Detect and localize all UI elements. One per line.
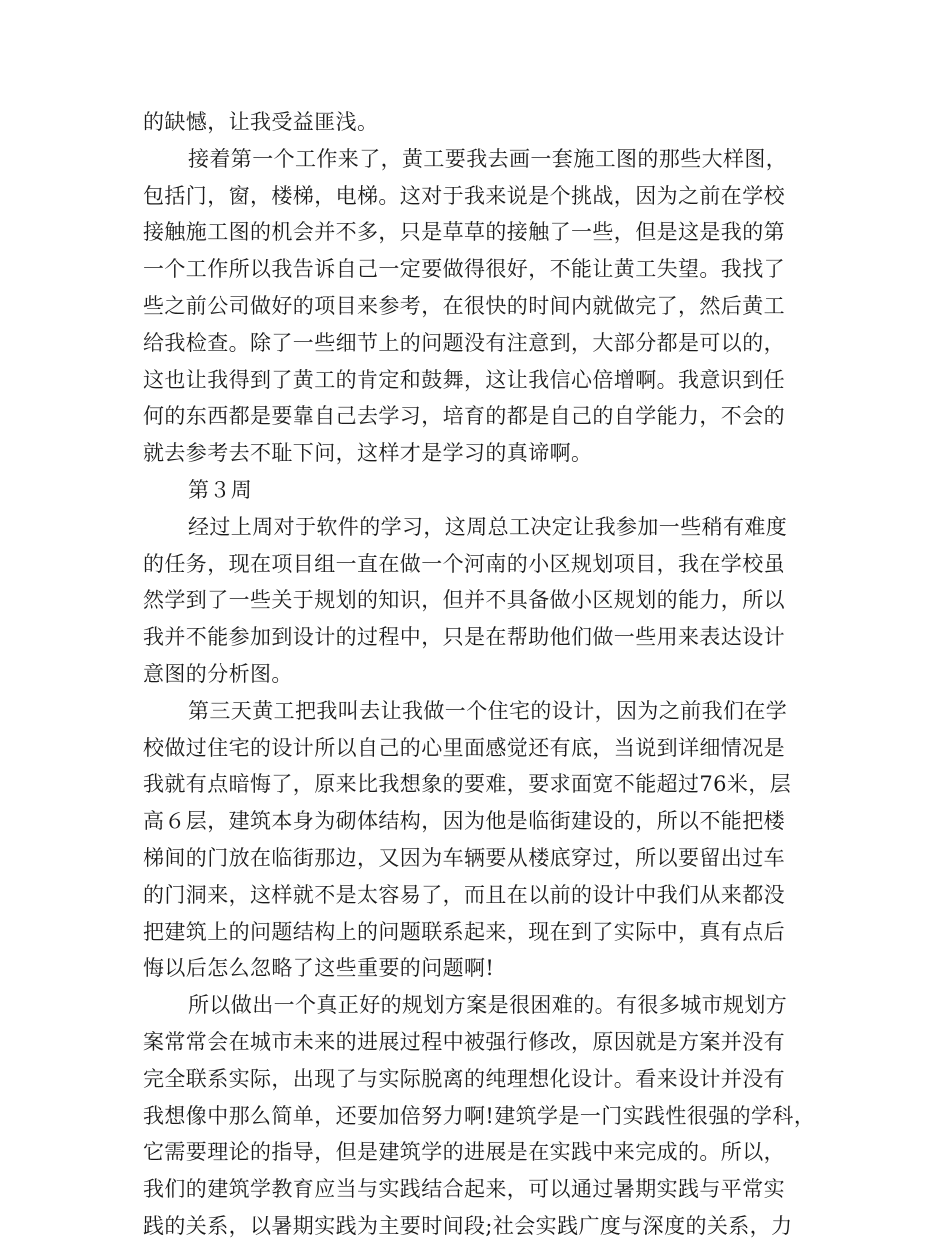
text-line: 的门洞来，这样就不是太容易了，而且在以前的设计中我们从来都没: [143, 882, 785, 907]
text-line: 些之前公司做好的项目来参考，在很快的时间内就做完了，然后黄工: [143, 293, 785, 318]
text-line: 我并不能参加到设计的过程中，只是在帮助他们做一些用来表达设计: [143, 625, 785, 650]
text-line: 把建筑上的问题结构上的问题联系起来，现在到了实际中，真有点后: [143, 919, 785, 944]
document-body: [143, 104, 816, 1245]
text-line: 的缺憾，让我受益匪浅。: [143, 110, 379, 134]
text-line: 的任务，现在项目组一直在做一个河南的小区规划项目，我在学校虽: [143, 551, 785, 576]
text-line: 然学到了一些关于规划的知识，但并不具备做小区规划的能力，所以: [143, 588, 785, 613]
paragraph-start-line: 经过上周对于软件的学习，这周总工决定让我参加一些稍有难度: [188, 514, 788, 539]
paragraph-start-line: 接着第一个工作来了，黄工要我去画一套施工图的那些大样图，: [188, 146, 788, 171]
text-line: 何的东西都是要靠自己去学习，培育的都是自己的自学能力，不会的: [143, 404, 785, 429]
text-line: 案常常会在城市未来的进展过程中被强行修改，原因就是方案并没有: [143, 1029, 785, 1054]
text-line: 梯间的门放在临街那边，又因为车辆要从楼底穿过，所以要留出过车: [143, 845, 785, 870]
text-line: 我就有点暗悔了，原来比我想象的要难，要求面宽不能超过76米，层: [143, 772, 792, 797]
text-line: 它需要理论的指导，但是建筑学的进展是在实践中来完成的。所以，: [143, 1140, 785, 1165]
text-line: 这也让我得到了黄工的肯定和鼓舞，这让我信心倍增啊。我意识到任: [143, 367, 785, 392]
section-heading-week-3: 第３周: [188, 477, 253, 502]
text-line: 践的关系，以暑期实践为主要时间段;社会实践广度与深度的关系，力: [143, 1213, 793, 1238]
text-line: 校做过住宅的设计所以自己的心里面感觉还有底，当说到详细情况是: [143, 735, 785, 760]
text-line: 接触施工图的机会并不多，只是草草的接触了一些，但是这是我的第: [143, 220, 785, 245]
text-line: 一个工作所以我告诉自己一定要做得很好，不能让黄工失望。我找了: [143, 257, 785, 282]
text-line: 我们的建筑学教育应当与实践结合起来，可以通过暑期实践与平常实: [143, 1177, 785, 1202]
text-line: 就去参考去不耻下问，这样才是学习的真谛啊。: [143, 441, 593, 466]
text-line: 我想像中那么简单，还要加倍努力啊!建筑学是一门实践性很强的学科，: [143, 1103, 816, 1128]
text-line: 悔以后怎么忽略了这些重要的问题啊!: [143, 956, 495, 981]
text-line: 给我检查。除了一些细节上的问题没有注意到，大部分都是可以的，: [143, 330, 785, 355]
text-line: 完全联系实际，出现了与实际脱离的纯理想化设计。看来设计并没有: [143, 1066, 785, 1091]
paragraph-start-line: 所以做出一个真正好的规划方案是很困难的。有很多城市规划方: [188, 993, 788, 1018]
text-line: 意图的分析图。: [143, 661, 293, 686]
paragraph-start-line: 第三天黄工把我叫去让我做一个住宅的设计，因为之前我们在学: [188, 698, 788, 723]
text-line: 高６层，建筑本身为砌体结构，因为他是临街建设的，所以不能把楼: [143, 809, 785, 834]
text-line: 包括门，窗，楼梯，电梯。这对于我来说是个挑战，因为之前在学校: [143, 183, 785, 208]
